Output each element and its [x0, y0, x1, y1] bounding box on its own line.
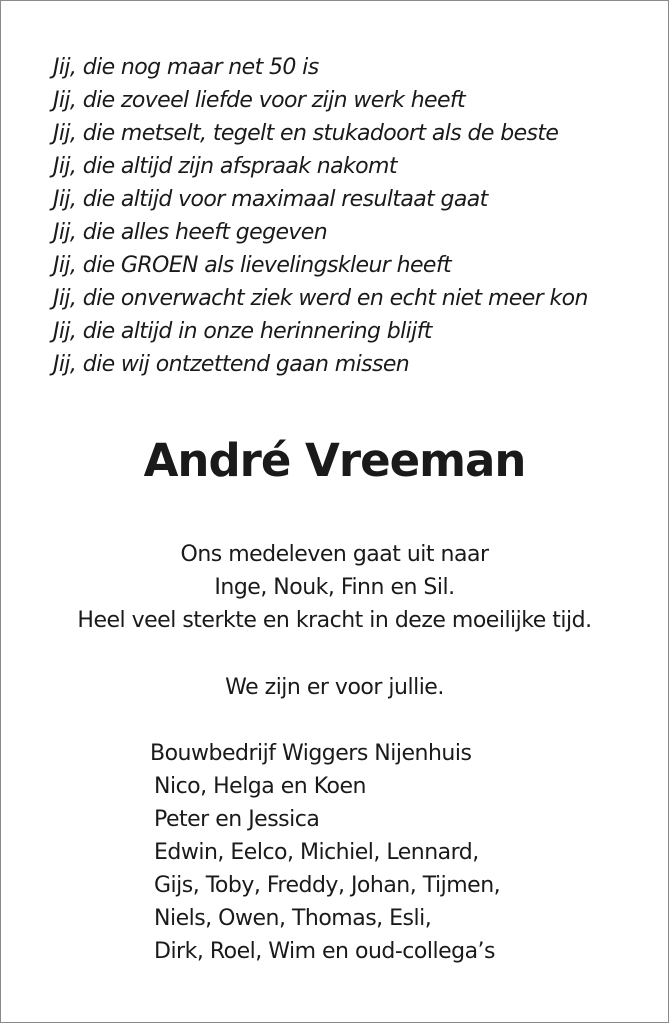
- condolence-message: [1, 538, 668, 637]
- signatory-line: Edwin, Eelco, Michiel, Lennard,: [154, 840, 479, 865]
- poem-line: Jij, die metselt, tegelt en stukadoort als de beste: [53, 121, 559, 146]
- signatories: [154, 770, 500, 968]
- support-message: We zijn er voor jullie.: [225, 675, 444, 700]
- company-name: Bouwbedrijf Wiggers Nijenhuis: [150, 741, 472, 766]
- deceased-name: André Vreeman: [143, 434, 526, 487]
- poem-line: Jij, die alles heeft gegeven: [53, 220, 328, 245]
- signatory-line: Gijs, Toby, Freddy, Johan, Tijmen,: [154, 873, 501, 898]
- signatory-line: Peter en Jessica: [154, 807, 320, 832]
- signatory-line: Nico, Helga en Koen: [154, 774, 366, 799]
- poem-line: Jij, die zoveel liefde voor zijn werk heeft: [53, 88, 466, 113]
- message-line: Ons medeleven gaat uit naar: [180, 542, 489, 567]
- poem-line: Jij, die altijd zijn afspraak nakomt: [53, 154, 397, 179]
- signatory-line: Dirk, Roel, Wim en oud-collega’s: [154, 939, 496, 964]
- poem: [53, 51, 653, 381]
- poem-line: Jij, die nog maar net 50 is: [53, 55, 319, 80]
- poem-line: Jij, die altijd in onze herinnering blijft: [53, 319, 432, 344]
- poem-line: Jij, die onverwacht ziek werd en echt niet meer kon: [53, 286, 588, 311]
- message-line: Heel veel sterkte en kracht in deze moeilijke tijd.: [77, 608, 592, 633]
- poem-line: Jij, die altijd voor maximaal resultaat gaat: [53, 187, 488, 212]
- poem-line: Jij, die GROEN als lievelingskleur heeft: [53, 253, 452, 278]
- signatory-line: Niels, Owen, Thomas, Esli,: [154, 906, 432, 931]
- poem-line: Jij, die wij ontzettend gaan missen: [53, 352, 410, 377]
- message-line: Inge, Nouk, Finn en Sil.: [214, 575, 455, 600]
